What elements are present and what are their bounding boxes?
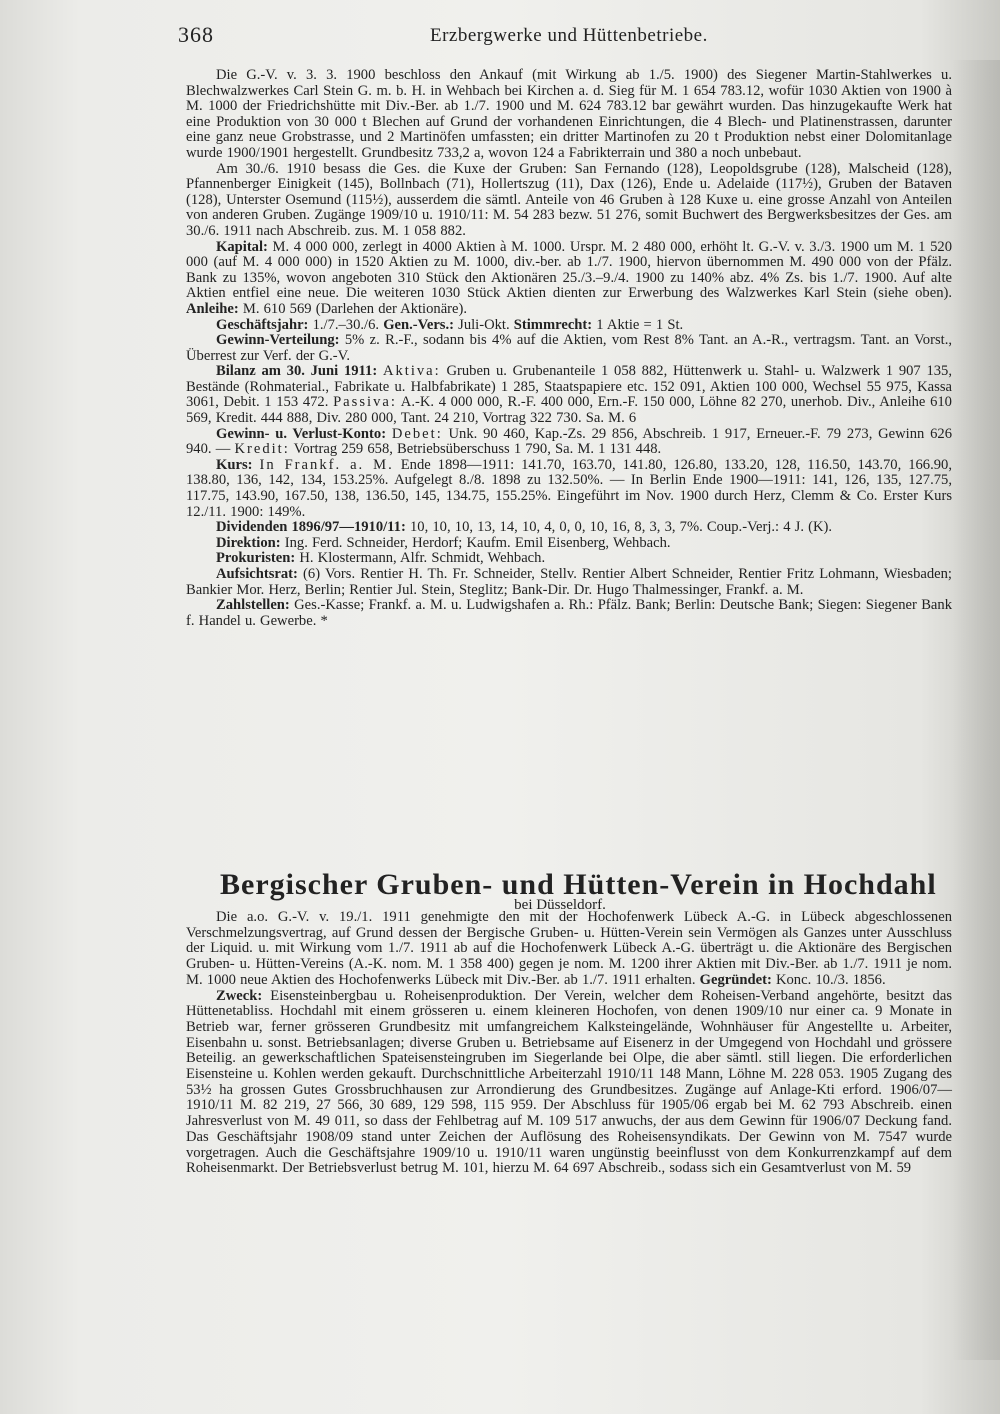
paragraph-direktion: [186, 536, 952, 552]
label-dividenden: Dividenden 1896/97—1910/11:: [216, 519, 406, 536]
text-merger: Die a.o. G.-V. v. 19./1. 1911 genehmigte den mit der Hochofenwerk Lübeck A.-G. in Lübeck abgeschlossenen Verschmelzungsvertrag, auf Grund dessen der Bergische Gruben- u. Hütten-Verein sein Vermögen als Ganzes unter Ausschluss der Liquid. u. mit Wirkung vom 1./7. 1911 ab auf die Hochofenwerk Lübeck A.-G. überträgt u. die Aktionäre des Bergischen Gruben- u. Hütten-Vereins (A.-K. nom. M. 1 358 400) gegen je nom. M. 1200 ihrer Aktien mit Div.-Ber. ab 1./7. 1911 je nom. M. 1000 neue Aktien des Hochofenwerks Lübeck mit Div.-Ber. ab 1./7. 1911 erhalten.: [186, 909, 952, 988]
label-zweck: Zweck:: [216, 987, 263, 1004]
label-anleihe: Anleihe:: [186, 300, 239, 317]
text-kurs: Ende 1898—1911: 141.70, 163.70, 141.80, 126.80, 133.20, 128, 116.50, 143.70, 166.90, 138.80, 136, 142, 134, 153.25%. Aufgelegt 8./8. 1898 zu 132.50%. — In Berlin Ende 1900—1911: 141, 126, 135, 127.75, 117.75, 143.90, 167.50, 138, 136.50, 145, 134.75, 155.25%. Eingeführt im Nov. 1900 durch Herz, Clemm & Co. Erster Kurs 12./11. 1900: 149%.: [186, 456, 952, 520]
word-aktiva: Aktiva:: [382, 363, 441, 380]
text-kapital: M. 4 000 000, zerlegt in 4000 Aktien à M. 1000. Urspr. M. 2 480 000, erhöht lt. G.-V. v. 3./3. 1900 um M. 1 520 000 (auf M. 4 000 000) in 1520 Aktien zu M. 1000, div.-ber. ab 1./7. 1900, hiervon übernommen M. 490 000 von der Pfälz. Bank zu 135%, wovon angeboten 310 Stück den Aktionären 25./3.–9./4. 1900 zu 140% abz. 4% Zs. bis 1./7. 1900. Auf alte Aktien entfiel eine neue. Die weiteren 1030 Stück Aktien dienten zur Erwerbung des Walzwerkes Karl Stein (siehe oben).: [186, 238, 952, 302]
text-anleihe: M. 610 569 (Darlehen der Aktionäre).: [238, 300, 468, 317]
paragraph-bilanz: [186, 364, 952, 426]
text-gegruendet: Konc. 10./3. 1856.: [771, 971, 886, 988]
label-geschaeftsjahr: Geschäftsjahr:: [216, 316, 309, 333]
text-zweck: Eisensteinbergbau u. Roheisenproduktion. Der Verein, welcher dem Roheisen-Verband angehörte, besitzt das Hüttenetabliss. Hochdahl mit einem grösseren u. einem kleineren Hochofen, von denen 1909/10 nur einer ca. 9 Monate in Betrieb war, ferner grösseren Grundbesitz mit umfangreichem Kalksteingelände, Wohnhäuser für Angestellte u. Arbeiter, Eisenbahn u. sonst. Betriebsanlagen; diverse Gruben u. Betriebsame auf Eisenerz in der Umgegend von Hochdahl und grössere Beteilig. an gewerkschaftlichen Spateisensteingruben im Siegerlande bei Olpe, die aber sämtl. still liegen. Die erforderlichen Eisensteine u. Kohlen werden gekauft. Durchschnittliche Arbeiterzahl 1910/11 148 Mann, Löhne M. 228 053. 1905 Zugang des 53½ ha grossen Gutes Grossbruchhausen zur Arrondierung des Grundbesitzes. Zugänge auf Anlage-Kti erford. 1906/07—1910/11 M. 82 219, 27 566, 30 689, 129 598, 115 959. Der Abschluss für 1905/06 ergab bei M. 62 793 Abschreib. einen Jahresverlust von M. 49 011, so dass der Fehlbetrag auf M. 109 517 anwuchs, der aus dem Gewinn für 1906/07 Deckung fand. Das Geschäftsjahr 1908/09 stand unter Zeichen der Auflösung des Roheisensyndikats. Der Gewinn von M. 7547 wurde vorgetragen. Auch die Geschäftsjahre 1909/10 u. 1910/11 waren ungünstig beeinflusst von dem Konkurrenzkampf auf dem Roheisenmarkt. Der Betriebsverlust betrug M. 101, hierzu M. 64 697 Abschreib., sodass sich ein Gesamtverlust von M. 59: [186, 987, 952, 1177]
paragraph-geschaeftsjahr: [186, 318, 952, 334]
label-zahlstellen: Zahlstellen:: [216, 597, 290, 614]
paragraph-aufsichtsrat: [186, 567, 952, 598]
text-stimmrecht: 1 Aktie = 1 St.: [592, 316, 684, 333]
paragraph-prokuristen: [186, 551, 952, 567]
label-kurs: Kurs:: [216, 456, 253, 473]
section-bergischer-verein: [186, 910, 952, 1177]
label-gewinnverteilung: Gewinn-Verteilung:: [216, 332, 340, 349]
text-gewinnverteilung: 5% z. R.-F., sodann bis 4% auf die Aktien, vom Rest 8% Tant. an A.-R., vertragsm. Tant. an Vorst., Überrest zur Verf. der G.-V.: [186, 332, 952, 364]
label-genvers: Gen.-Vers.:: [383, 316, 454, 333]
label-bilanz: Bilanz am 30. Juni 1911:: [216, 363, 378, 380]
text-aktiva: Gruben u. Grubenanteile 1 058 882, Hüttenwerk u. Stahl- u. Walzwerk 1 907 135, Bestände (Rohmaterial., Fabrikate u. Halbfabrikate) 1 285, Staatspapiere etc. 152 091, Aktien 100 000, Wechsel 55 975, Kassa 3061, Debit. 1 153 472.: [186, 363, 952, 411]
paragraph-guv: [186, 427, 952, 458]
running-head: Erzbergwerke und Hüttenbetriebe.: [430, 25, 708, 46]
text-passiva: A.-K. 4 000 000, R.-F. 400 000, Ern.-F. 150 000, Löhne 82 270, unerhob. Div., Anleihe 610 569, Kredit. 444 888, Div. 280 000, Tant. 24 210, Vortrag 322 730. Sa. M. 6: [186, 394, 952, 427]
text-direktion: Ing. Ferd. Schneider, Herdorf; Kaufm. Emil Eisenberg, Wehbach.: [280, 534, 671, 551]
label-kapital: Kapital:: [216, 238, 268, 255]
word-frankfurt: In Frankf. a. M.: [259, 456, 394, 473]
word-kredit: Kredit:: [234, 441, 290, 458]
label-guv: Gewinn- u. Verlust-Konto:: [216, 425, 387, 442]
paragraph-kapital: [186, 240, 952, 318]
page-header: [178, 22, 948, 50]
label-aufsichtsrat: Aufsichtsrat:: [216, 566, 298, 582]
word-debet: Debet:: [391, 425, 443, 442]
paragraph-kuxe: Am 30./6. 1910 besass die Ges. die Kuxe der Gruben: San Fernando (128), Leopoldsgrube (128), Malscheid (128), Pfannenberger Einigkeit (145), Bollnbach (71), Hollertszug (11), Dax (126), Ende u. Adelaide (117½), Gruben der Bataven (128), Unterster Osemund (115½), ausserdem die sämtl. Anteile von 46 Gruben à 128 Kuxe u. eine grosse Anzahl von Anteilen von anderen Gruben. Zugänge 1909/10 u. 1910/11: M. 54 283 bezw. 51 276, somit Buchwert des Bergwerksbesitzes der Ges. am 30./6. 1911 nach Abschreib. zus. M. 1 058 882.: [186, 160, 952, 239]
page-number: 368: [178, 22, 214, 47]
page-gutter-shadow: [952, 60, 1000, 1360]
paragraph-acquisition: Die G.-V. v. 3. 3. 1900 beschloss den Ankauf (mit Wirkung ab 1./5. 1900) des Siegener Martin-Stahlwerkes u. Blechwalzwerkes Carl Stein G. m. b. H. in Wehbach bei Kirchen a. d. Sieg für M. 1 654 783.12, wofür 1030 Aktien von 1900 à M. 1000 der Friedrichshütte mit Div.-Ber. ab 1./7. 1900 und M. 624 783.12 bar gewährt wurden. Das hinzugekaufte Werk hat eine Produktion von 30 000 t Blechen auf Grund der vorhandenen Einrichtungen, die 4 Blech- und Platinenstrassen, darunter eine ganz neue Grobstrasse, und 2 Martinöfen umfassten; ein dritter Martinofen zu 20 t Produktion nebst einer Dolomitanlage wurde 1900/1901 hergestellt. Grundbesitz 733,2 a, wovon 124 a Fabrikterrain und 380 a noch unbebaut.: [186, 67, 952, 161]
paragraph-gewinnverteilung: [186, 333, 952, 364]
paragraph-zahlstellen: [186, 598, 952, 629]
paragraph-dividenden: [186, 520, 952, 536]
label-stimmrecht: Stimmrecht:: [513, 316, 593, 333]
text-kredit: Vortrag 259 658, Betriebsüberschuss 1 790, Sa. M. 1 131 448.: [289, 441, 662, 458]
company-location: bei Düsseldorf.: [514, 897, 606, 913]
text-genvers: Juli-Okt.: [454, 316, 514, 333]
paragraph-zweck: [186, 989, 952, 1177]
paragraph-kurs: [186, 458, 952, 520]
label-direktion: Direktion:: [216, 534, 281, 551]
company-title: Bergischer Gruben- und Hütten-Verein in Hochdahl: [220, 868, 937, 901]
text-dividenden: 10, 10, 10, 13, 14, 10, 4, 0, 0, 10, 16, 8, 3, 3, 7%. Coup.-Verj.: 4 J. (K).: [405, 519, 833, 536]
label-gegruendet: Gegründet:: [699, 971, 772, 988]
text-debet: Unk. 90 460, Kap.-Zs. 29 856, Abschreib. 1 917, Erneuer.-F. 79 273, Gewinn 626 940. —: [186, 425, 952, 458]
word-passiva: Passiva:: [333, 394, 397, 411]
text-aufsichtsrat: (6) Vors. Rentier H. Th. Fr. Schneider, Stellv. Rentier Albert Schneider, Rentier Fritz Lohmann, Wiesbaden; Bankier Mor. Herz, Berlin; Rentier Jul. Stein, Steglitz; Bank-Dir. Dr. Hugo Thalmessinger, Frankf. a. M.: [186, 566, 952, 598]
text-prokuristen: H. Klostermann, Alfr. Schmidt, Wehbach.: [295, 550, 546, 567]
paragraph-merger: [186, 910, 952, 989]
label-prokuristen: Prokuristen:: [216, 550, 296, 567]
section-friedrichshuette: [186, 68, 952, 629]
text-geschaeftsjahr: 1./7.–30./6.: [308, 316, 384, 333]
text-zahlstellen: Ges.-Kasse; Frankf. a. M. u. Ludwigshafen a. Rh.: Pfälz. Bank; Berlin: Deutsche Bank; Siegen: Siegener Bank f. Handel u. Gewerbe. *: [186, 597, 952, 629]
